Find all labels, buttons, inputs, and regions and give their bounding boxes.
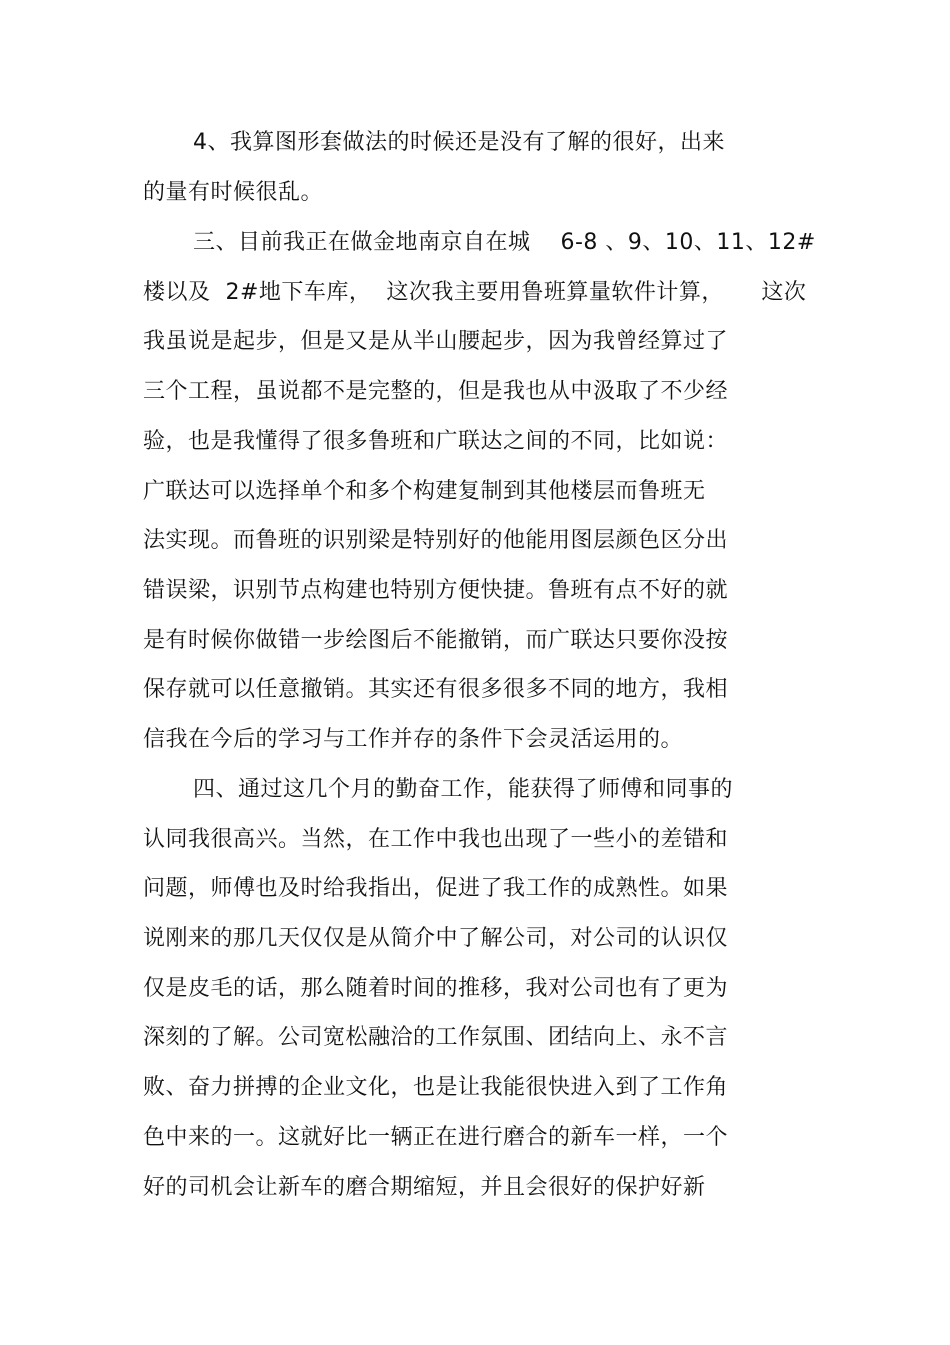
text-line: 的量有时候很乱。 [143,180,324,205]
text-line: 楼以及 2#地下车库， 这次我主要用鲁班算量软件计算， 这次 [143,280,807,305]
text-line: 我虽说是起步，但是又是从半山腰起步，因为我曾经算过了 [143,329,729,354]
text-line: 仅是皮毛的话，那么随着时间的推移，我对公司也有了更为 [143,976,729,1001]
text-line: 广联达可以选择单个和多个构建复制到其他楼层而鲁班无 [143,479,706,504]
text-line: 说刚来的那几天仅仅是从简介中了解公司，对公司的认识仅 [143,926,729,951]
text-line: 败、奋力拼搏的企业文化，也是让我能很快进入到了工作角 [143,1075,729,1100]
text-line: 保存就可以任意撤销。其实还有很多很多不同的地方，我相 [143,677,729,702]
text-line: 色中来的一。这就好比一辆正在进行磨合的新车一样，一个 [143,1125,729,1150]
text-line: 是有时候你做错一步绘图后不能撤销，而广联达只要你没按 [143,628,729,653]
text-line: 错误梁，识别节点构建也特别方便快捷。鲁班有点不好的就 [143,578,729,603]
text-line: 信我在今后的学习与工作并存的条件下会灵活运用的。 [143,727,684,752]
text-line: 问题，师傅也及时给我指出，促进了我工作的成熟性。如果 [143,876,729,901]
text-line: 三、目前我正在做金地南京自在城 6-8 、9、10、11、12# [193,230,816,255]
text-line: 四、通过这几个月的勤奋工作，能获得了师傅和同事的 [193,777,734,802]
text-line: 认同我很高兴。当然，在工作中我也出现了一些小的差错和 [143,827,729,852]
text-line: 4、我算图形套做法的时候还是没有了解的很好，出来 [193,130,725,155]
text-line: 好的司机会让新车的磨合期缩短，并且会很好的保护好新 [143,1175,706,1200]
text-line: 法实现。而鲁班的识别梁是特别好的他能用图层颜色区分出 [143,528,729,553]
text-line: 三个工程，虽说都不是完整的，但是我也从中汲取了不少经 [143,379,729,404]
text-line: 验，也是我懂得了很多鲁班和广联达之间的不同，比如说： [143,429,729,454]
text-line: 深刻的了解。公司宽松融洽的工作氛围、团结向上、永不言 [143,1025,729,1050]
